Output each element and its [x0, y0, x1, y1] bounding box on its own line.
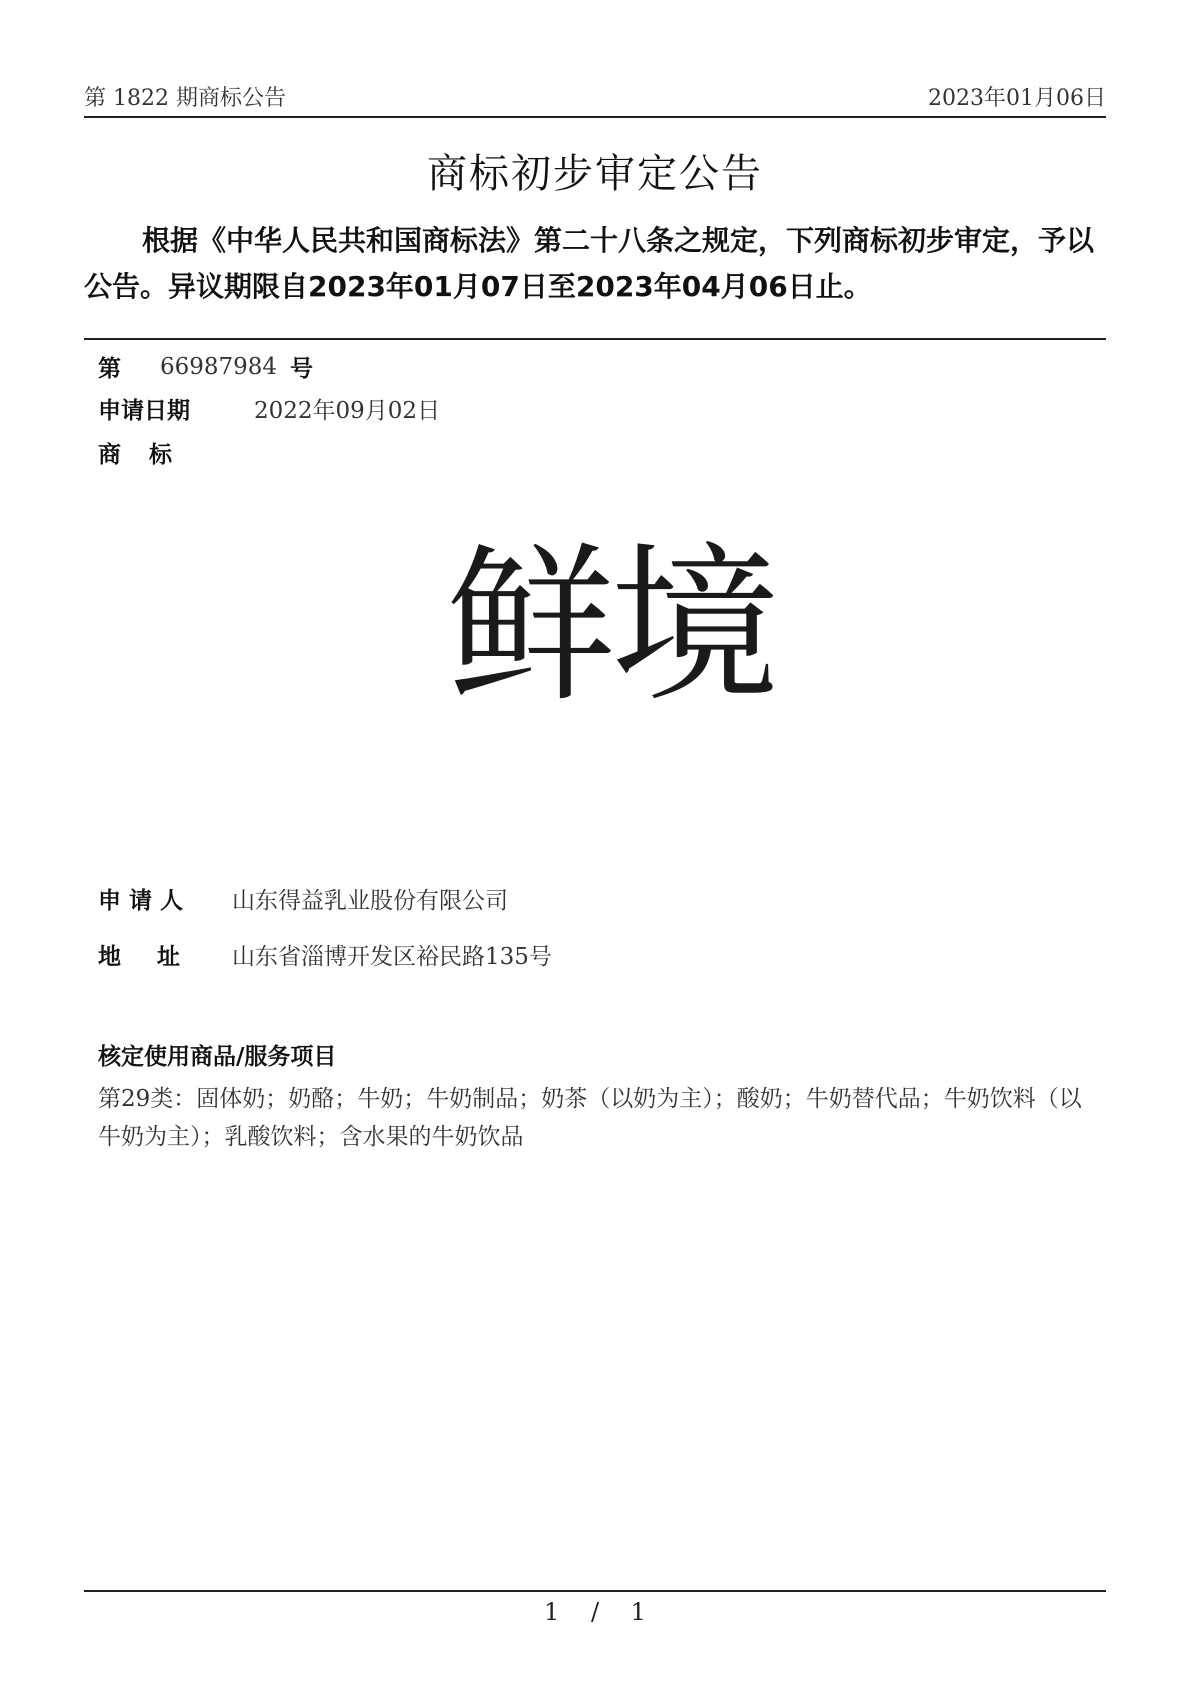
page-title: 商标初步审定公告 — [427, 151, 763, 197]
trademark-row — [98, 436, 200, 469]
applicant-row — [98, 882, 508, 915]
goods-heading: 核定使用商品/服务项目 — [98, 1044, 337, 1070]
registration-number-row — [98, 350, 313, 383]
issue-label: 第 1822 期商标公告 — [84, 85, 286, 111]
intro-paragraph: 根据《中华人民共和国商标法》第二十八条之规定，下列商标初步审定，予以公告。异议期限自2023年01月07日至2023年04月06日止。 — [84, 224, 1095, 303]
header-divider — [84, 116, 1106, 118]
application-date-value: 2022年09月02日 — [254, 398, 441, 424]
trademark-label: 商标 — [98, 442, 200, 468]
applicant-value: 山东得益乳业股份有限公司 — [232, 888, 508, 914]
goods-list: 第29类：固体奶；奶酪；牛奶；牛奶制品；奶茶（以奶为主）；酸奶；牛奶替代品；牛奶饮料（以牛奶为主）；乳酸饮料；含水果的牛奶饮品 — [98, 1086, 1082, 1150]
trademark-logo — [430, 480, 790, 760]
address-row — [98, 938, 552, 971]
application-date-row — [98, 392, 440, 425]
address-label: 地址 — [98, 944, 216, 970]
trademark-logo-text: 鲜境 — [445, 528, 775, 726]
applicant-label: 申请人 — [98, 888, 191, 914]
application-date-label: 申请日期 — [98, 398, 190, 424]
registration-number: 66987984 — [160, 353, 278, 380]
address-value: 山东省淄博开发区裕民路135号 — [232, 944, 552, 970]
section-divider — [84, 338, 1106, 340]
header-date: 2023年01月06日 — [928, 85, 1106, 111]
footer-divider — [84, 1590, 1106, 1592]
page-number: 1 / 1 — [544, 1598, 646, 1626]
page-header — [84, 78, 1106, 114]
registration-suffix-label: 号 — [290, 356, 313, 382]
trademark-image — [430, 480, 790, 760]
registration-prefix-label: 第 — [98, 356, 121, 382]
